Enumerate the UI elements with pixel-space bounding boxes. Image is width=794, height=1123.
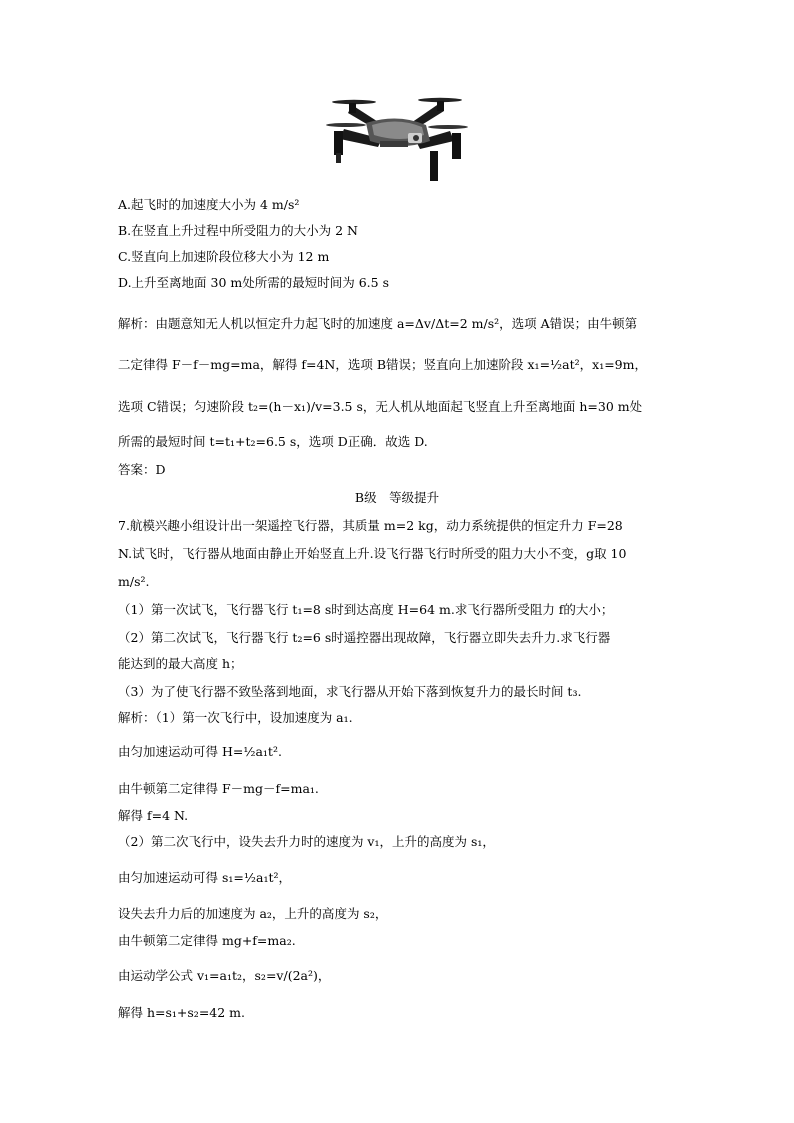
solution-line: 由牛顿第二定律得 mg+f=ma₂. bbox=[118, 933, 296, 948]
question-line: （3）为了使飞行器不致坠落到地面，求飞行器从开始下落到恢复升力的最长时间 t₃. bbox=[118, 684, 582, 699]
solution-line: 由匀加速运动可得 H=½a₁t². bbox=[118, 744, 282, 759]
solution-line: （2）第二次飞行中，设失去升力时的速度为 v₁，上升的高度为 s₁， bbox=[118, 834, 495, 849]
drone-image bbox=[322, 95, 474, 187]
answer: 答案：D bbox=[118, 462, 166, 477]
question-line: （2）第二次试飞，飞行器飞行 t₂=6 s时遥控器出现故障，飞行器立即失去升力.求飞行器 bbox=[118, 630, 611, 645]
analysis-line: 选项 C错误；匀速阶段 t₂=(h－x₁)/v=3.5 s，无人机从地面起飞竖直上升至离地面 h=30 m处 bbox=[118, 399, 643, 414]
analysis-line: 二定律得 F－f－mg=ma，解得 f=4N，选项 B错误；竖直向上加速阶段 x₁=½at²，x₁=9m， bbox=[118, 357, 647, 372]
option-a: A.起飞时的加速度大小为 4 m/s² bbox=[118, 197, 300, 212]
option-d: D.上升至离地面 30 m处所需的最短时间为 6.5 s bbox=[118, 275, 389, 290]
analysis-line: 解析：由题意知无人机以恒定升力起飞时的加速度 a=Δv/Δt=2 m/s²，选项 A错误；由牛顿第 bbox=[118, 316, 638, 331]
solution-line: 由牛顿第二定律得 F－mg－f=ma₁. bbox=[118, 781, 319, 796]
section-title: B级 等级提升 bbox=[354, 490, 440, 505]
question-line: 能达到的最大高度 h； bbox=[118, 656, 243, 671]
question-line: 7.航模兴趣小组设计出一架遥控飞行器，其质量 m=2 kg，动力系统提供的恒定升力 F=28 bbox=[118, 518, 623, 533]
question-line: m/s². bbox=[118, 574, 150, 589]
option-c: C.竖直向上加速阶段位移大小为 12 m bbox=[118, 249, 330, 264]
question-line: N.试飞时，飞行器从地面由静止开始竖直上升.设飞行器飞行时所受的阻力大小不变，g取 10 bbox=[118, 546, 627, 561]
solution-line: 设失去升力后的加速度为 a₂，上升的高度为 s₂， bbox=[118, 906, 388, 921]
solution-line: 解析：（1）第一次飞行中，设加速度为 a₁. bbox=[118, 710, 353, 725]
solution-line: 由运动学公式 v₁=a₁t₂，s₂=v/(2a²)， bbox=[118, 968, 331, 983]
question-line: （1）第一次试飞，飞行器飞行 t₁=8 s时到达高度 H=64 m.求飞行器所受阻力 f的大小； bbox=[118, 602, 614, 617]
solution-line: 由匀加速运动可得 s₁=½a₁t²， bbox=[118, 870, 291, 885]
solution-line: 解得 f=4 N. bbox=[118, 808, 189, 823]
analysis-line: 所需的最短时间 t=t₁+t₂=6.5 s，选项 D正确．故选 D. bbox=[118, 434, 428, 449]
option-b: B.在竖直上升过程中所受阻力的大小为 2 N bbox=[118, 223, 358, 238]
solution-line: 解得 h=s₁+s₂=42 m. bbox=[118, 1005, 246, 1020]
